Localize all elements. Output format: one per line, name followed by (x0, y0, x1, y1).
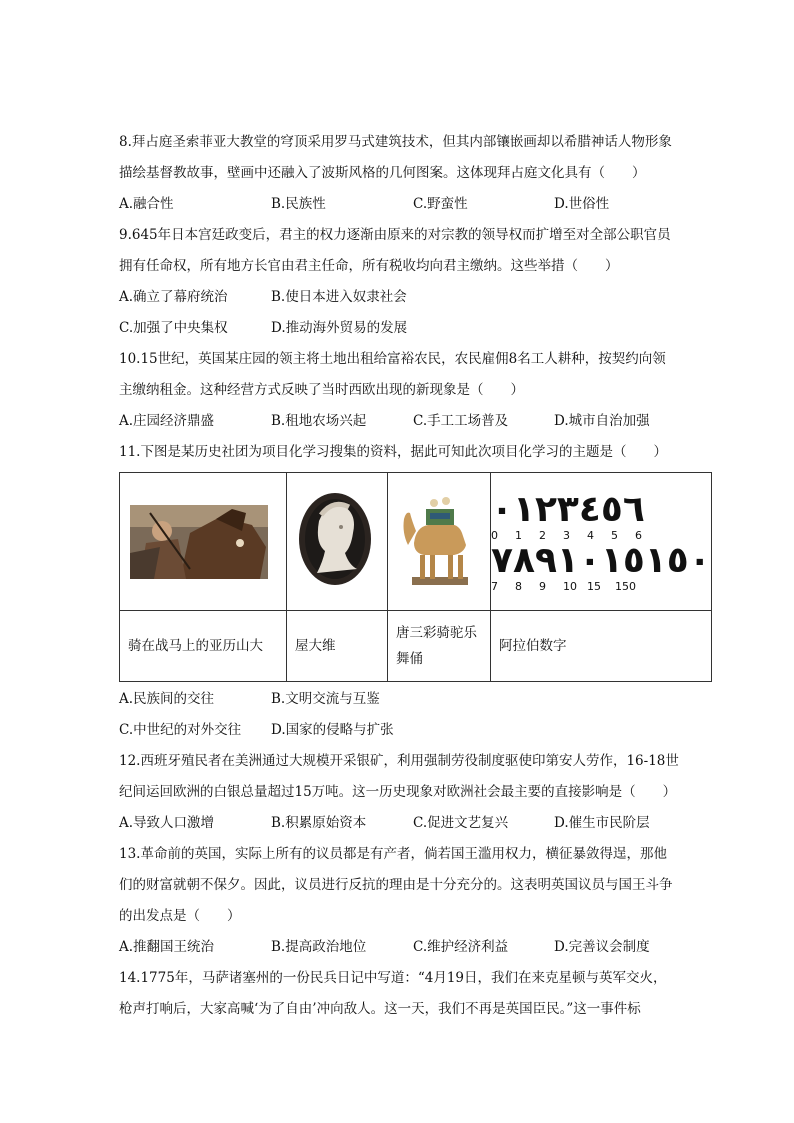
option-c[interactable]: C.野蛮性 (413, 196, 468, 212)
option-d[interactable]: D.城市自治加强 (554, 413, 650, 429)
question-9-stem: 9.645年日本宫廷政变后，君主的权力逐渐由原来的对宗教的领导权而扩增至对全部公职官员拥有任命权，所有地方长官由君主任命，所有税收均向君主缴纳。这些举措（ ） (119, 227, 671, 274)
option-d[interactable]: D.国家的侵略与扩张 (271, 722, 394, 738)
option-c[interactable]: C.加强了中央集权 (119, 320, 228, 336)
option-a[interactable]: A.融合性 (119, 196, 174, 212)
caption-alexander: 骑在战马上的亚历山大 (120, 611, 287, 682)
question-9-options-row2 (119, 313, 679, 344)
arabic-numbers-row1: 0 1 2 3 4 5 6 (491, 528, 642, 542)
question-8-stem: 8.拜占庭圣索菲亚大教堂的穹顶采用罗马式建筑技术，但其内部镶嵌画却以希腊神话人物形象描绘基督教故事，壁画中还融入了波斯风格的几何图案。这体现拜占庭文化具有（ ） (119, 134, 672, 181)
caption-octavian: 屋大维 (287, 611, 388, 682)
option-b[interactable]: B.文明交流与互鉴 (271, 691, 380, 707)
material-figure-table (119, 472, 712, 682)
question-13-stem: 13.革命前的英国，实际上所有的议员都是有产者，倘若国王滥用权力，横征暴敛得逞，那他们的财富就朝不保夕。因此，议员进行反抗的理由是十分充分的。这表明英国议员与国王斗争的出发点是（ ） (119, 846, 673, 924)
octavian-cameo-image (287, 473, 388, 611)
question-11-stem: 11.下图是某历史社团为项目化学习搜集的资料，据此可知此次项目化学习的主题是（ ） (119, 444, 667, 460)
option-b[interactable]: B.提高政治地位 (271, 939, 367, 955)
arabic-glyphs-row2: ٧٨٩١٠١٥١٥٠ (491, 539, 711, 581)
caption-arabic-numerals: 阿拉伯数字 (491, 611, 712, 682)
option-b[interactable]: B.民族性 (271, 196, 326, 212)
option-d[interactable]: D.催生市民阶层 (554, 815, 650, 831)
question-12-options (119, 808, 679, 839)
option-c[interactable]: C.中世纪的对外交往 (119, 722, 242, 738)
arabic-glyphs-row1: ٠١٢٣٤٥٦ (491, 488, 645, 530)
option-a[interactable]: A.民族间的交往 (119, 691, 215, 707)
alexander-mosaic-image (120, 473, 287, 611)
option-c[interactable]: C.促进文艺复兴 (413, 815, 509, 831)
question-9-options-row1 (119, 282, 679, 313)
option-c[interactable]: C.手工工场普及 (413, 413, 509, 429)
question-10-options (119, 406, 679, 437)
option-b[interactable]: B.使日本进入奴隶社会 (271, 289, 407, 305)
option-c[interactable]: C.维护经济利益 (413, 939, 509, 955)
tang-sancai-camel-image (388, 473, 491, 611)
question-14-stem: 14.1775年，马萨诸塞州的一份民兵日记中写道：“4月19日，我们在来克星顿与英军交火，枪声打响后，大家高喊‘为了自由’冲向敌人。这一天，我们不再是英国臣民。”这一事件标 (119, 970, 667, 1017)
arabic-numbers-row2: 7 8 9 10 15 150 (491, 579, 636, 593)
option-d[interactable]: D.世俗性 (554, 196, 610, 212)
question-12-stem: 12.西班牙殖民者在美洲通过大规模开采银矿，利用强制劳役制度驱使印第安人劳作，16-18世纪间运回欧洲的白银总量超过15万吨。这一历史现象对欧洲社会最主要的直接影响是（ ） (119, 753, 679, 800)
question-13-options (119, 932, 679, 963)
option-a[interactable]: A.庄园经济鼎盛 (119, 413, 215, 429)
option-d[interactable]: D.完善议会制度 (554, 939, 650, 955)
arabic-numerals-image (491, 473, 712, 611)
option-a[interactable]: A.导致人口激增 (119, 815, 215, 831)
caption-camel-figurine: 唐三彩骑驼乐舞俑 (388, 611, 491, 682)
option-a[interactable]: A.确立了幕府统治 (119, 289, 228, 305)
option-a[interactable]: A.推翻国王统治 (119, 939, 215, 955)
option-b[interactable]: B.积累原始资本 (271, 815, 367, 831)
question-10-stem: 10.15世纪，英国某庄园的领主将土地出租给富裕农民，农民雇佣8名工人耕种，按契约向领主缴纳租金。这种经营方式反映了当时西欧出现的新现象是（ ） (119, 351, 666, 398)
question-11-options-row1 (119, 684, 679, 715)
question-8-options (119, 189, 679, 220)
question-list (119, 127, 711, 1025)
option-b[interactable]: B.租地农场兴起 (271, 413, 367, 429)
question-11-options-row2 (119, 715, 679, 746)
option-d[interactable]: D.推动海外贸易的发展 (271, 320, 408, 336)
